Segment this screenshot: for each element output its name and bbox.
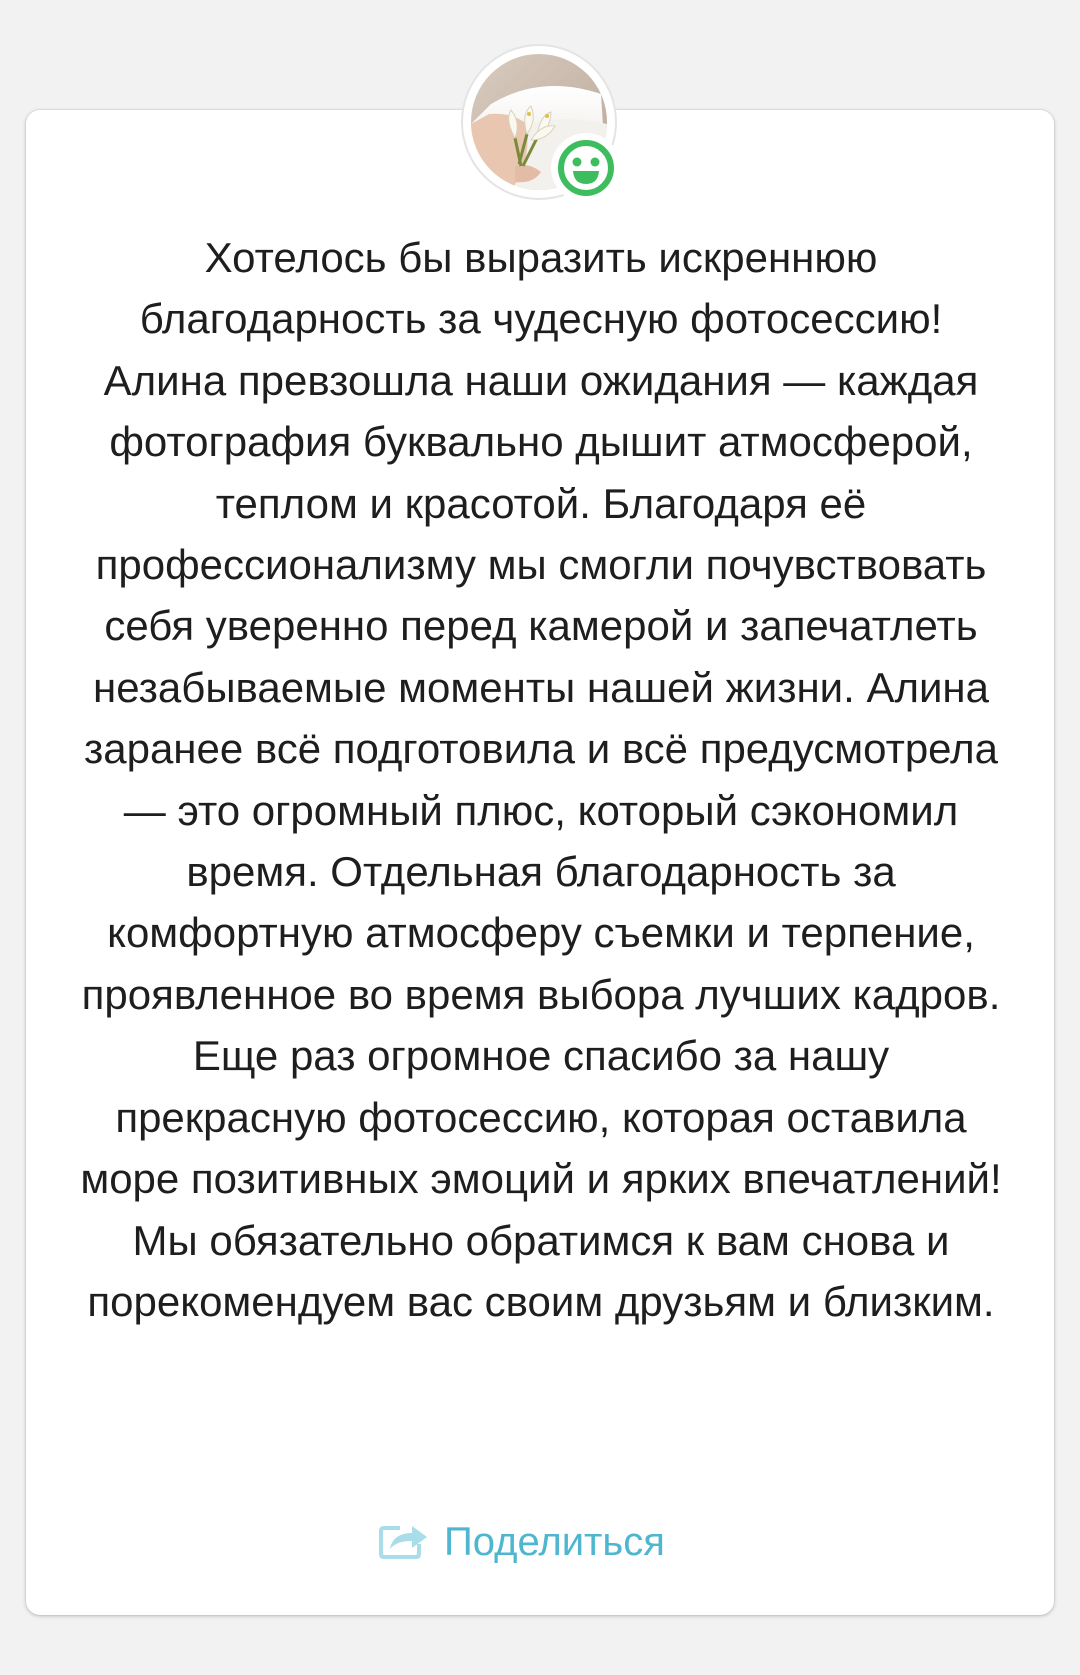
share-button[interactable] [378, 1512, 665, 1572]
mood-badge [551, 133, 621, 203]
share-label: Поделиться [444, 1519, 665, 1564]
review-card [26, 110, 1054, 1615]
review-text: Хотелось бы выразить искреннюю благодарность за чудесную фотосессию! Алина превзошла наши ожидания — каждая фотография буквально дышит атмосферой, теплом и красотой. Благодаря её профессионализму мы смогли почувствовать себя уверенно перед камерой и запечатлеть незабываемые моменты нашей жизни. Алина заранее всё подготовила и всё предусмотрела — это огромный плюс, который сэкономил время. Отдельная благодарность за комфортную атмосферу съемки и терпение, проявленное во время выбора лучших кадров. Еще раз огромное спасибо за нашу прекрасную фотосессию, которая оставила море позитивных эмоций и ярких впечатлений! Мы обязательно обратимся к вам снова и порекомендуем вас своим друзьям и близким. [80, 234, 1002, 1325]
share-icon [378, 1520, 430, 1565]
